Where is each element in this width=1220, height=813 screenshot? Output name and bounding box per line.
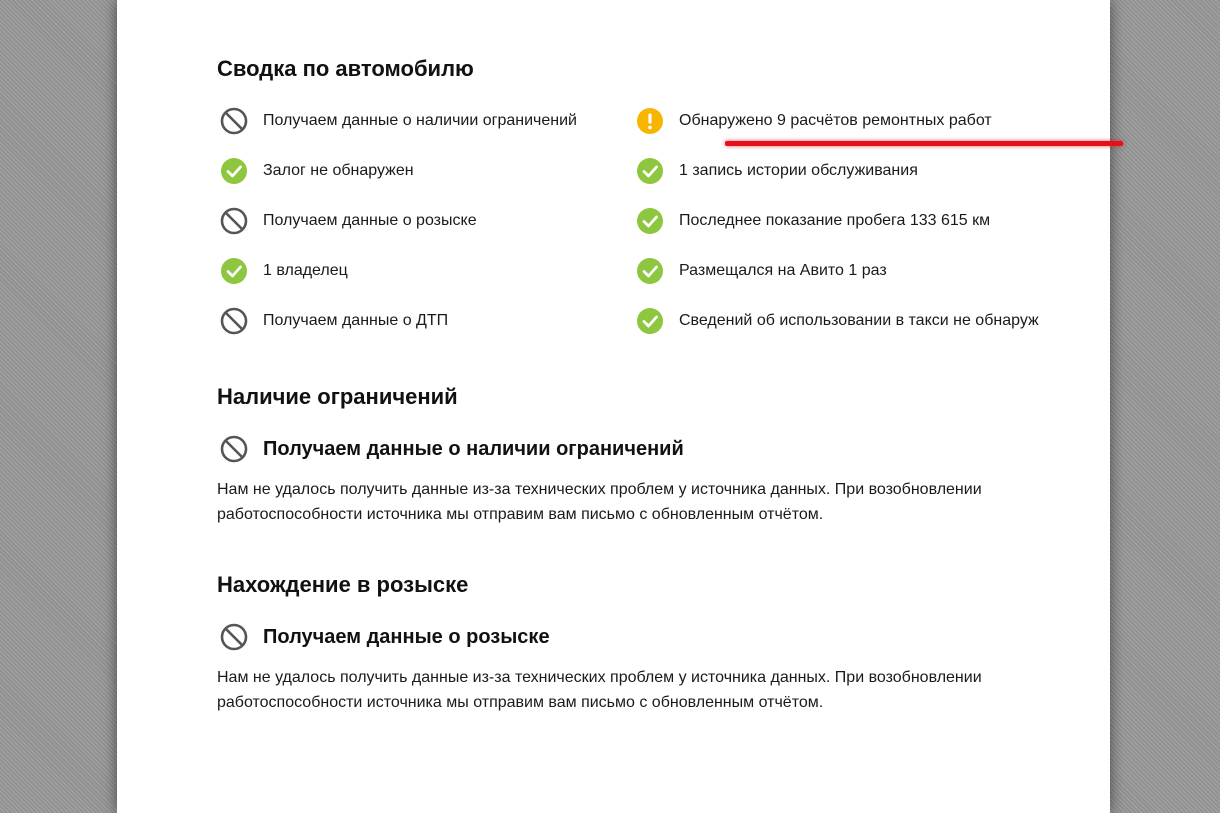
summary-title: Сводка по автомобилю (217, 56, 474, 81)
summary-item-pledge (219, 156, 414, 186)
wanted-text: Нам не удалось получить данные из-за технических проблем у источника данных. При возобновлении работоспособности источника мы отправим вам письмо с обновленным отчётом. (217, 669, 982, 711)
blocked-icon (219, 206, 249, 236)
restrictions-text: Нам не удалось получить данные из-за технических проблем у источника данных. При возобновлении работоспособности источника мы отправим вам письмо с обновленным отчётом. (217, 481, 982, 523)
report-page (117, 0, 1110, 813)
summary-item-wanted (219, 206, 477, 236)
check-circle-icon (219, 256, 249, 286)
summary-item-taxi (635, 306, 1039, 336)
summary-item-label: Получаем данные о розыске (263, 212, 477, 229)
check-circle-icon (635, 156, 665, 186)
restrictions-subtitle (219, 434, 684, 464)
summary-item-label: Сведений об использовании в такси не обнаруж (679, 312, 1039, 329)
highlight-underline (725, 141, 1123, 146)
restrictions-subtitle-label: Получаем данные о наличии ограничений (263, 437, 684, 460)
restrictions-title: Наличие ограничений (217, 384, 458, 409)
warning-circle-icon (635, 106, 665, 136)
blocked-icon (219, 622, 249, 652)
check-circle-icon (219, 156, 249, 186)
blocked-icon (219, 434, 249, 464)
summary-item-service-history (635, 156, 918, 186)
summary-item-restrictions (219, 106, 577, 136)
summary-item-avito (635, 256, 887, 286)
summary-item-label: Обнаружено 9 расчётов ремонтных работ (679, 112, 992, 129)
summary-item-accidents (219, 306, 448, 336)
blocked-icon (219, 106, 249, 136)
summary-item-label: Получаем данные о наличии ограничений (263, 112, 577, 129)
wanted-subtitle (219, 622, 550, 652)
summary-item-label: Размещался на Авито 1 раз (679, 262, 887, 279)
check-circle-icon (635, 256, 665, 286)
check-circle-icon (635, 206, 665, 236)
summary-item-label: Получаем данные о ДТП (263, 312, 449, 329)
wanted-title: Нахождение в розыске (217, 572, 469, 597)
summary-item-label: Залог не обнаружен (263, 162, 414, 179)
summary-item-owners (219, 256, 348, 286)
blocked-icon (219, 306, 249, 336)
summary-item-label: 1 запись истории обслуживания (679, 162, 918, 179)
summary-item-repairs (635, 106, 992, 136)
summary-item-mileage (635, 206, 990, 236)
summary-item-label: 1 владелец (263, 262, 348, 279)
summary-item-label: Последнее показание пробега 133 615 км (679, 212, 991, 229)
wanted-subtitle-label: Получаем данные о розыске (263, 625, 550, 648)
check-circle-icon (635, 306, 665, 336)
